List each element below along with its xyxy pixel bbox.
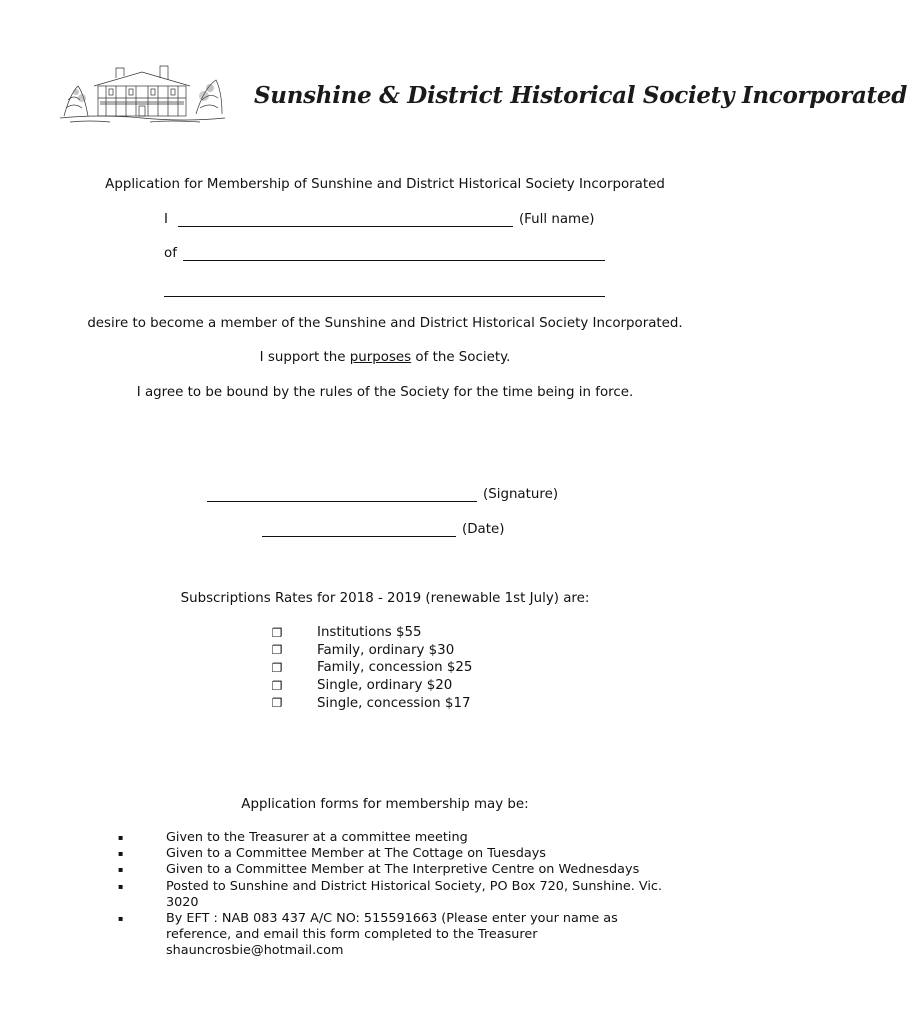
bullet-icon: ▪ <box>118 914 124 924</box>
subscription-option[interactable] <box>270 677 472 695</box>
subscription-option[interactable] <box>270 624 472 642</box>
purposes-link[interactable]: purposes <box>349 350 412 365</box>
full-name-field[interactable] <box>178 212 513 227</box>
address-field-line-2[interactable] <box>164 282 605 297</box>
delivery-list <box>118 830 686 960</box>
bullet-icon: ▪ <box>118 865 124 875</box>
list-item <box>118 846 686 862</box>
desire-statement: desire to become a member of the Sunshine and District Historical Society Incorporated. <box>87 316 683 331</box>
list-item <box>118 879 686 911</box>
of-label: of <box>164 246 177 261</box>
subscription-option[interactable] <box>270 659 472 677</box>
agree-statement: I agree to be bound by the rules of the Society for the time being in force. <box>136 385 634 400</box>
checkbox-icon[interactable]: ❐ <box>271 643 283 658</box>
checkbox-icon[interactable]: ❐ <box>271 678 283 693</box>
list-item <box>118 862 686 878</box>
form-heading: Application for Membership of Sunshine and District Historical Society Incorporated <box>105 177 665 192</box>
list-item-text: Given to a Committee Member at The Cottage on Tuesdays <box>166 846 546 862</box>
option-label: Family, ordinary $30 <box>317 642 455 658</box>
date-row <box>262 522 504 537</box>
signature-field[interactable] <box>207 487 477 502</box>
bullet-icon: ▪ <box>118 833 124 842</box>
option-label: Family, concession $25 <box>317 660 473 676</box>
checkbox-icon[interactable]: ❐ <box>271 660 283 675</box>
historic-house-sketch-icon <box>60 56 225 128</box>
date-field[interactable] <box>262 522 456 537</box>
support-post: of the Society. <box>411 350 511 365</box>
list-item <box>118 911 686 960</box>
list-item-text: By EFT : NAB 083 437 A/C NO: 515591663 (Please enter your name as reference, and email this form completed to the Treasurer shauncrosbie@hotmail.com <box>166 911 618 959</box>
subscription-options <box>270 624 472 712</box>
list-item-text: Posted to Sunshine and District Historical Society, PO Box 720, Sunshine. Vic. 3020 <box>166 878 663 910</box>
option-label: Single, concession $17 <box>317 695 471 711</box>
signature-row <box>207 487 558 502</box>
list-item-text: Given to the Treasurer at a committee meeting <box>166 830 468 845</box>
checkbox-icon[interactable]: ❐ <box>271 696 283 711</box>
subscription-option[interactable] <box>270 694 472 712</box>
list-item <box>118 830 686 846</box>
support-pre: I support the <box>259 350 350 365</box>
address-field-line-1[interactable] <box>183 246 605 261</box>
support-statement <box>0 350 770 365</box>
delivery-heading: Application forms for membership may be: <box>241 797 529 812</box>
list-item-text: Given to a Committee Member at The Interpretive Centre on Wednesdays <box>166 862 640 878</box>
address-row <box>164 246 605 261</box>
checkbox-icon[interactable]: ❐ <box>271 625 283 640</box>
full-name-label: (Full name) <box>518 212 595 227</box>
subscription-option[interactable] <box>270 642 472 660</box>
society-title: Sunshine & District Historical Society Incorporated <box>254 82 907 109</box>
address-row-2 <box>164 282 605 297</box>
bullet-icon: ▪ <box>118 849 124 859</box>
option-label: Institutions $55 <box>317 625 422 641</box>
subscriptions-heading: Subscriptions Rates for 2018 - 2019 (renewable 1st July) are: <box>180 591 590 606</box>
option-label: Single, ordinary $20 <box>317 678 453 694</box>
full-name-row <box>164 212 595 227</box>
signature-label: (Signature) <box>483 487 559 502</box>
bullet-icon: ▪ <box>118 881 124 891</box>
date-label: (Date) <box>462 522 505 537</box>
i-label: I <box>164 212 168 227</box>
